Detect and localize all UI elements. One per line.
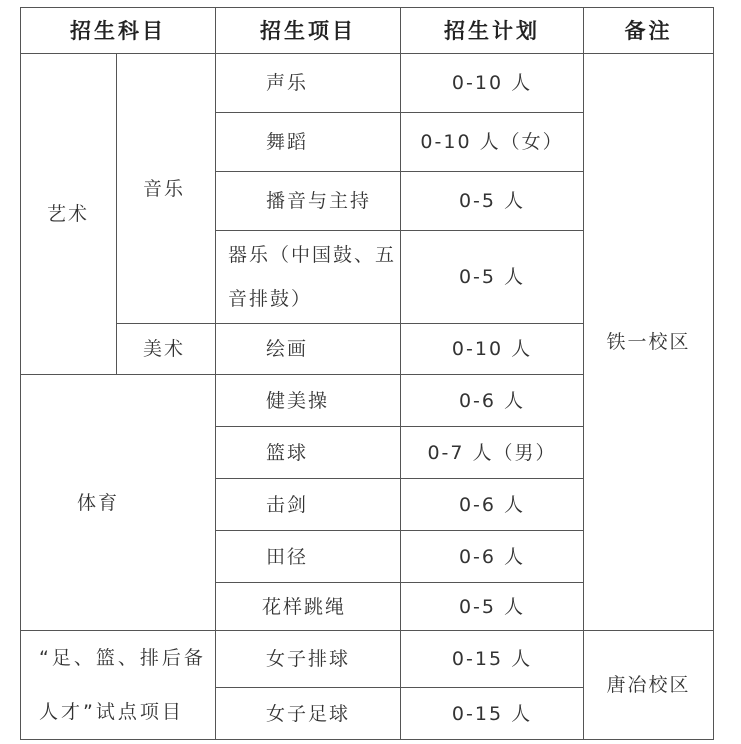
project-cell: 田径: [216, 531, 401, 583]
subject-art: 艺术: [21, 54, 117, 375]
plan-cell: 0-5 人: [401, 583, 584, 631]
header-row: [21, 8, 714, 54]
plan-cell: 0-7 人（男）: [401, 427, 584, 479]
header-plan: 招生计划: [401, 8, 584, 54]
plan-cell: 0-5 人: [401, 231, 584, 324]
plan-cell: 0-15 人: [401, 688, 584, 740]
plan-cell: 0-10 人: [401, 54, 584, 113]
project-cell: 花样跳绳: [216, 583, 401, 631]
subject-sports: 体育: [21, 375, 216, 631]
plan-cell: 0-5 人: [401, 172, 584, 231]
plan-cell: 0-10 人: [401, 324, 584, 375]
enrollment-table-wrapper: [20, 7, 713, 737]
project-cell: 绘画: [216, 324, 401, 375]
header-subject: 招生科目: [21, 8, 216, 54]
plan-cell: 0-6 人: [401, 375, 584, 427]
plan-cell: 0-6 人: [401, 479, 584, 531]
project-cell: 声乐: [216, 54, 401, 113]
project-cell: 舞蹈: [216, 113, 401, 172]
project-cell: 篮球: [216, 427, 401, 479]
note-campus-1: 铁一校区: [584, 54, 714, 631]
header-project: 招生项目: [216, 8, 401, 54]
plan-cell: 0-15 人: [401, 631, 584, 688]
project-cell: 击剑: [216, 479, 401, 531]
project-cell: 女子足球: [216, 688, 401, 740]
table-row: [21, 631, 714, 688]
note-campus-2: 唐冶校区: [584, 631, 714, 740]
enrollment-table: [20, 7, 714, 740]
subject-reserve-pilot: “足、篮、排后备人才”试点项目: [21, 631, 216, 740]
plan-cell: 0-6 人: [401, 531, 584, 583]
project-cell: 器乐（中国鼓、五音排鼓）: [216, 231, 401, 324]
subject-fine-art: 美术: [117, 324, 216, 375]
table-row: [21, 54, 714, 113]
subject-music: 音乐: [117, 54, 216, 324]
plan-cell: 0-10 人（女）: [401, 113, 584, 172]
project-cell: 播音与主持: [216, 172, 401, 231]
header-note: 备注: [584, 8, 714, 54]
project-cell: 健美操: [216, 375, 401, 427]
project-cell: 女子排球: [216, 631, 401, 688]
